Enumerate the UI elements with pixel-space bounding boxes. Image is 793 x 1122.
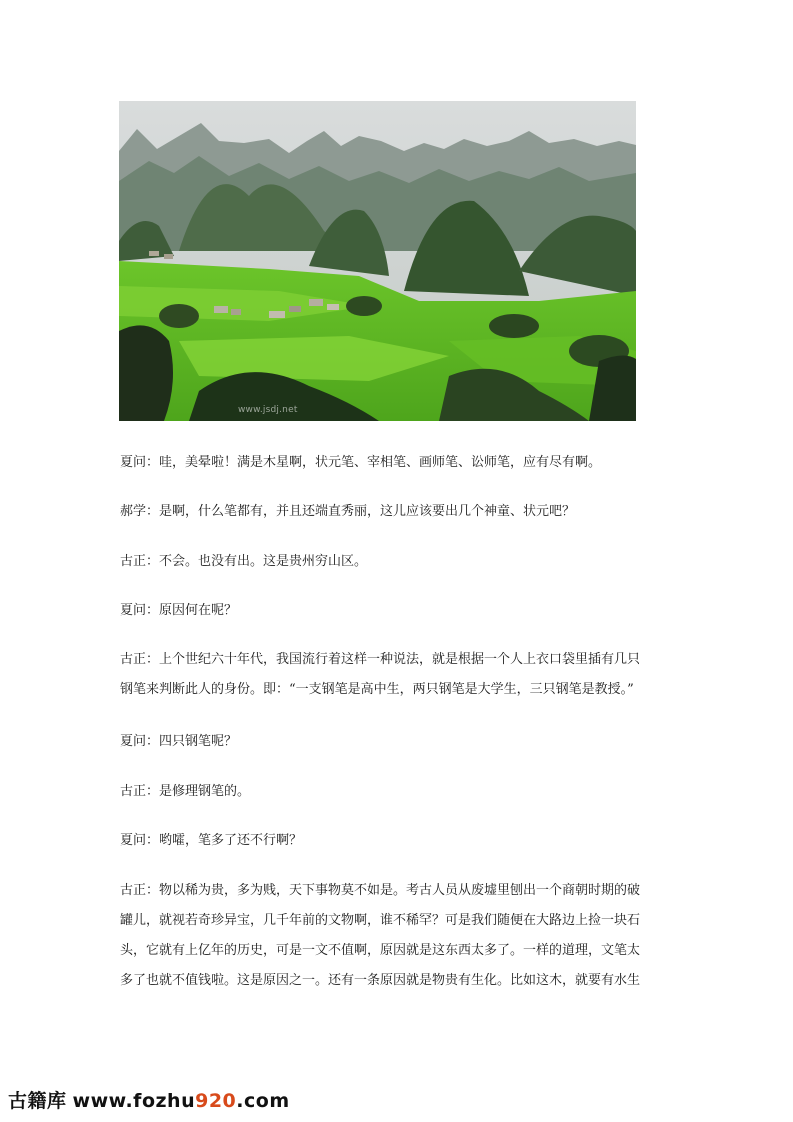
- paragraph-line: 古正：不会。也没有出。这是贵州穷山区。: [120, 554, 368, 569]
- paragraph-line: 夏问：哇，美晕啦！满是木星啊，状元笔、宰相笔、画师笔、讼师笔，应有尽有啊。: [120, 455, 602, 470]
- photo-watermark: www.jsdj.net: [238, 405, 298, 415]
- site-name: 古籍库: [8, 1090, 67, 1112]
- paragraph-8: [120, 826, 660, 856]
- paragraph-4: [120, 596, 660, 626]
- paragraph-6: [120, 727, 660, 757]
- paragraph-9: [120, 876, 660, 996]
- paragraph-3: [120, 547, 660, 577]
- paragraph-1: [120, 448, 660, 478]
- paragraph-line: 古正：是修理钢笔的。: [120, 784, 251, 799]
- paragraph-line: 罐儿，就视若奇珍异宝，几千年前的文物啊，谁不稀罕？可是我们随便在大路边上捡一块石: [120, 913, 641, 928]
- paragraph-5: [120, 645, 660, 705]
- paragraph-line: 钢笔来判断此人的身份。即：“一支钢笔是高中生，两只钢笔是大学生，三只钢笔是教授。”: [120, 682, 634, 697]
- paragraph-2: [120, 497, 660, 527]
- paragraph-7: [120, 777, 660, 807]
- paragraph-line: 夏问：四只钢笔呢？: [120, 734, 238, 749]
- paragraph-line: 头，它就有上亿年的历史，可是一文不值啊，原因就是这东西太多了。一样的道理，文笔太: [120, 943, 641, 958]
- paragraph-line: 夏问：哟嚯，笔多了还不行啊？: [120, 833, 303, 848]
- footer-brand[interactable]: [8, 1086, 290, 1113]
- paragraph-line: 多了也就不值钱啦。这是原因之一。还有一条原因就是物贵有生化。比如这木，就要有水生: [120, 973, 641, 988]
- site-url-prefix: www.fozhu: [72, 1090, 196, 1112]
- paragraph-line: 古正：上个世纪六十年代，我国流行着这样一种说法，就是根据一个人上衣口袋里插有几只: [120, 652, 641, 667]
- landscape-photo: [119, 101, 636, 421]
- site-url-suffix: .com: [236, 1090, 290, 1112]
- paragraph-line: 郝学：是啊，什么笔都有，并且还端直秀丽，这儿应该要出几个神童、状元吧？: [120, 504, 576, 519]
- site-url-number: 920: [195, 1090, 237, 1112]
- paragraph-line: 夏问：原因何在呢？: [120, 603, 238, 618]
- paragraph-line: 古正：物以稀为贵，多为贱，天下事物莫不如是。考古人员从废墟里刨出一个商朝时期的破: [120, 883, 641, 898]
